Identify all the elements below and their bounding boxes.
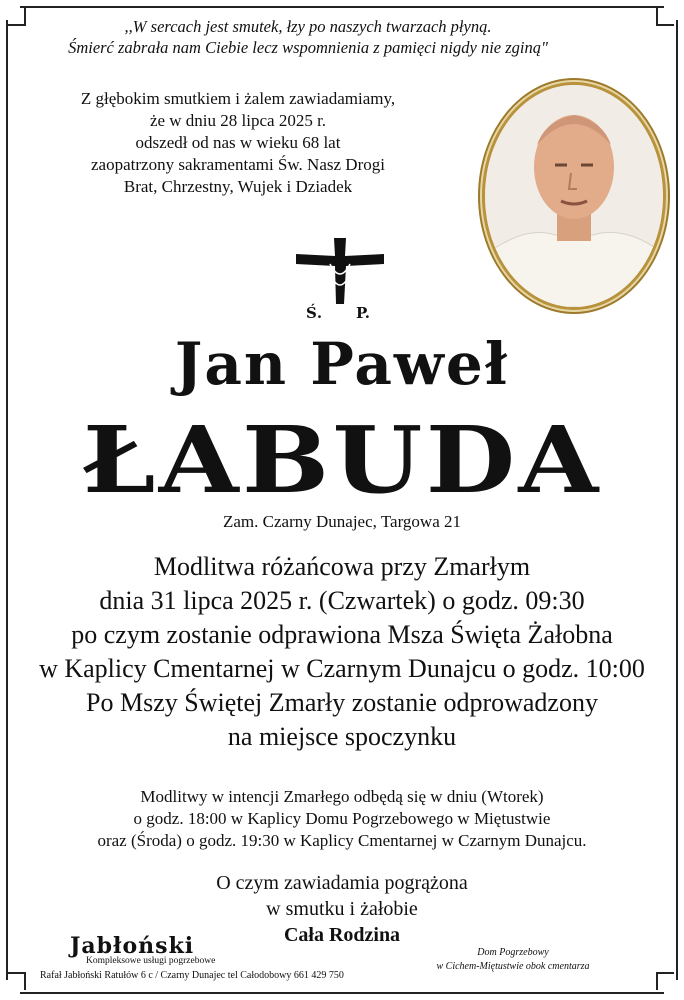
intro-line-1: Z głębokim smutkiem i żalem zawiadamiamy, — [80, 89, 396, 108]
prayers-line-3: oraz (Środa) o godz. 19:30 w Kaplicy Cmentarnej w Czarnym Dunajcu. — [97, 831, 587, 850]
intro-line-2: że w dniu 28 lipca 2025 r. — [149, 111, 327, 130]
ceremony-details — [0, 550, 684, 754]
quote-line-2: Śmierć zabrała nam Ciebie lecz wspomnienia z pamięci nigdy nie zginą" — [68, 38, 548, 57]
intro-line-3: odszedł od nas w wieku 68 lat — [135, 133, 341, 152]
announcement-intro — [38, 88, 438, 198]
cross-letter-left: Ś. — [306, 304, 323, 322]
deceased-surname: ŁABUDA — [82, 406, 602, 514]
prayers-line-2: o godz. 18:00 w Kaplicy Domu Pogrzebowego w Miętustwie — [133, 809, 551, 828]
prayers-line-1: Modlitwy w intencji Zmarłego odbędą się w dniu (Wtorek) — [140, 787, 544, 806]
ceremony-line-3: po czym zostanie odprawiona Msza Święta Żałobna — [71, 620, 613, 649]
corner-bottom-left — [8, 972, 26, 990]
prayer-schedule — [0, 786, 684, 852]
ceremony-line-2: dnia 31 lipca 2025 r. (Czwartek) o godz. 09:30 — [99, 586, 585, 615]
ceremony-line-5: Po Mszy Świętej Zmarły zostanie odprowadzony — [86, 688, 598, 717]
frame-bottom — [20, 992, 664, 994]
home-line-2: w Cichem-Miętustwie obok cmentarza — [436, 961, 590, 972]
ceremony-line-1: Modlitwa różańcowa przy Zmarłym — [153, 552, 531, 581]
funeral-home-logo-subtitle: Kompleksowe usługi pogrzebowe — [86, 956, 216, 966]
funeral-home-logo-name: Jabłoński — [70, 933, 195, 959]
closing-line-2: w smutku i żałobie — [266, 898, 418, 920]
ceremony-line-4: w Kaplicy Cmentarnej w Czarnym Dunajcu o godz. 10:00 — [39, 654, 645, 683]
funeral-home-location — [418, 946, 608, 974]
home-line-1: Dom Pogrzebowy — [477, 947, 549, 958]
corner-bottom-right — [656, 972, 674, 990]
corner-top-left — [8, 8, 26, 26]
cross-icon — [290, 234, 390, 322]
closing-line-1: O czym zawiadamia pogrążona — [216, 872, 468, 894]
portrait-image — [485, 85, 663, 307]
intro-line-5: Brat, Chrzestny, Wujek i Dziadek — [123, 177, 353, 196]
cross-emblem — [290, 234, 390, 322]
deceased-portrait — [482, 82, 666, 310]
deceased-first-names: Jan Paweł — [174, 330, 510, 398]
family-signature: Cała Rodzina — [283, 924, 401, 946]
quote-line-1: ,,W sercach jest smutek, łzy po naszych twarzach płyną. — [124, 17, 492, 36]
ceremony-line-6: na miejsce spoczynku — [227, 722, 457, 751]
memorial-quote — [48, 16, 568, 58]
frame-top — [20, 6, 664, 8]
cross-letter-right: P. — [356, 304, 371, 322]
funeral-home-address: Rafał Jabłoński Ratułów 6 c / Czarny Dunajec tel Całodobowy 661 429 750 — [40, 970, 344, 981]
deceased-address: Zam. Czarny Dunajec, Targowa 21 — [223, 512, 461, 531]
corner-top-right — [656, 8, 674, 26]
intro-line-4: zaopatrzony sakramentami Św. Nasz Drogi — [91, 155, 385, 174]
